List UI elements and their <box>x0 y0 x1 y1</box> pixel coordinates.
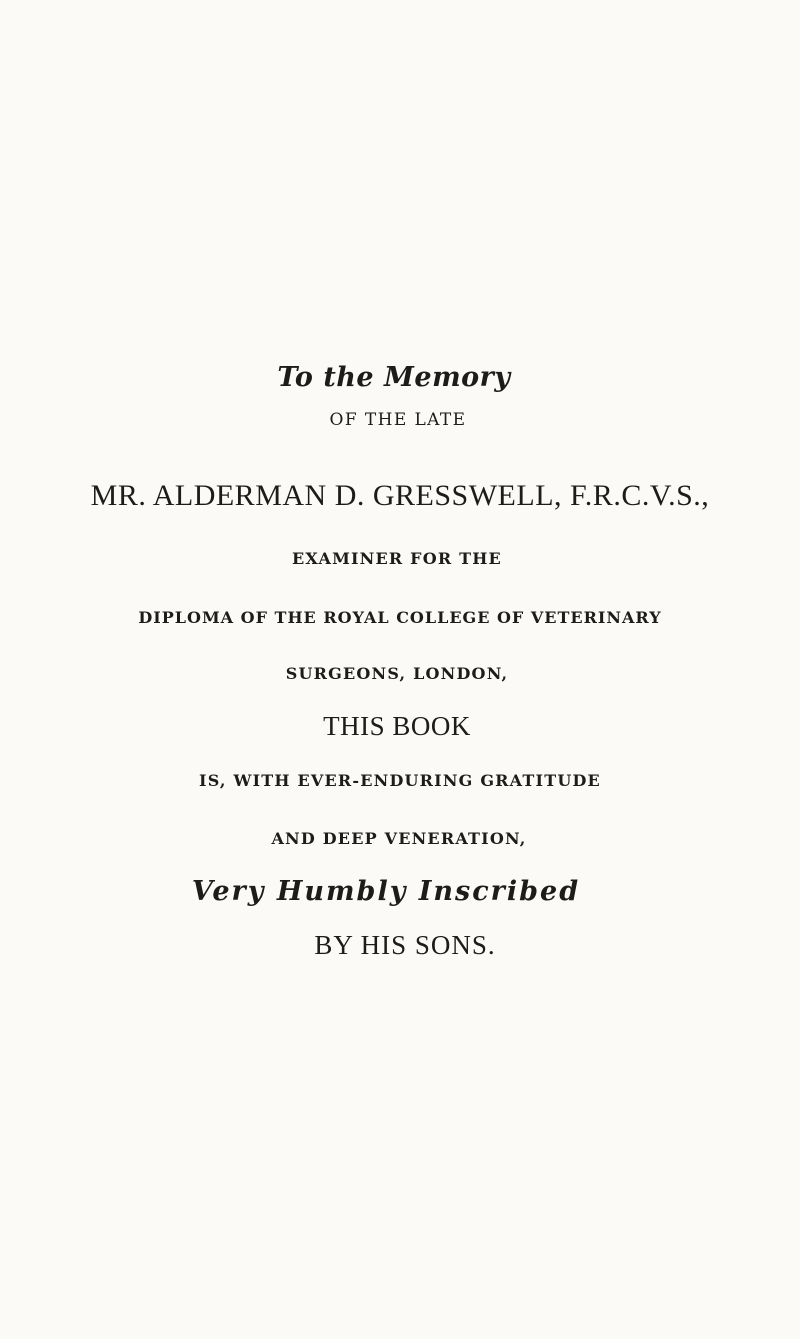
dedication-line-surgeons-london: SURGEONS, LONDON, <box>285 664 509 683</box>
dedication-line-gratitude: IS, WITH EVER-ENDURING GRATITUDE <box>199 771 601 790</box>
dedication-line-of-the-late: OF THE LATE <box>329 410 467 430</box>
dedication-line-this-book: THIS BOOK <box>323 711 471 741</box>
dedication-line-honoree-name: MR. ALDERMAN D. GRESSWELL, F.R.C.V.S., <box>90 479 710 512</box>
dedication-line-diploma: DIPLOMA OF THE ROYAL COLLEGE OF VETERINARY <box>138 608 662 627</box>
dedication-line-to-the-memory: To the Memory <box>277 362 511 393</box>
dedication-line-by-his-sons: BY HIS SONS. <box>314 930 496 960</box>
dedication-line-very-humbly-inscribed: Very Humbly Inscribed <box>191 876 581 907</box>
dedication-line-veneration: AND DEEP VENERATION, <box>271 829 527 848</box>
dedication-line-examiner-for-the: EXAMINER FOR THE <box>292 549 502 568</box>
